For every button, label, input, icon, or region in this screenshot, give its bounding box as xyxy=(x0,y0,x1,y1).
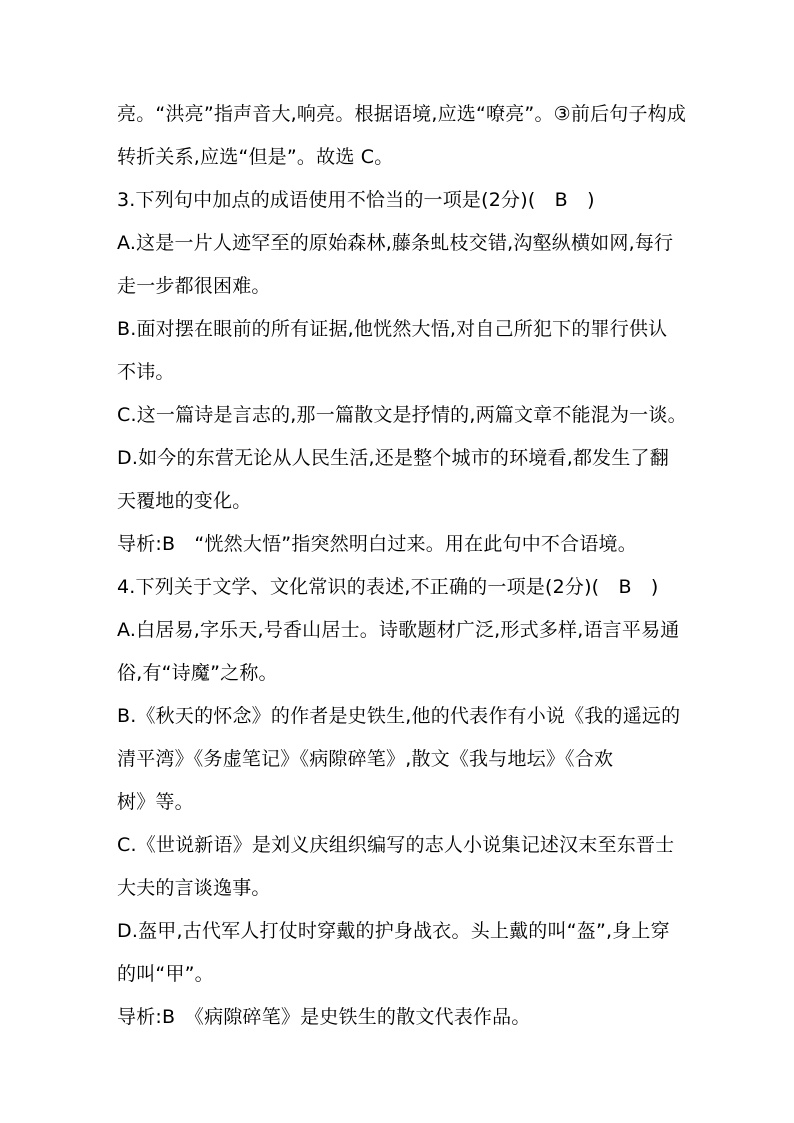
option-d: D.如今的东营无论从人民生活,还是整个城市的环境看,都发生了翻 xyxy=(117,447,669,469)
text-line: 走一步都很困难。 xyxy=(117,275,271,297)
text-line: 大夫的言谈逸事。 xyxy=(117,877,271,899)
text-line: 亮。“洪亮”指声音大,响亮。根据语境,应选“嘹亮”。③前后句子构成 xyxy=(117,103,687,125)
text-line: 转折关系,应选“但是”。故选 C。 xyxy=(117,146,394,168)
option-c: C.《世说新语》是刘义庆组织编写的志人小说集记述汉末至东晋士 xyxy=(117,834,675,856)
text-line: 不讳。 xyxy=(117,361,175,383)
option-b: B.面对摆在眼前的所有证据,他恍然大悟,对自己所犯下的罪行供认 xyxy=(117,318,668,340)
analysis-4: 导析:B 《病隙碎笔》是史铁生的散文代表作品。 xyxy=(117,1006,531,1028)
option-a: A.白居易,字乐天,号香山居士。诗歌题材广泛,形式多样,语言平易通 xyxy=(117,619,680,641)
text-line: 俗,有“诗魔”之称。 xyxy=(117,662,278,684)
text-line: 的叫“甲”。 xyxy=(117,963,214,985)
text-line: 清平湾》《务虚笔记》《病隙碎笔》,散文《我与地坛》《合欢 xyxy=(117,748,614,770)
analysis-3: 导析:B “恍然大悟”指突然明白过来。用在此句中不合语境。 xyxy=(117,533,637,555)
text-line: 树》等。 xyxy=(117,791,194,813)
text-line: 天覆地的变化。 xyxy=(117,490,252,512)
option-a: A.这是一片人迹罕至的原始森林,藤条虬枝交错,沟壑纵横如网,每行 xyxy=(117,232,674,254)
question-3-stem: 3.下列句中加点的成语使用不恰当的一项是(2分)( B ) xyxy=(117,189,595,211)
question-4-stem: 4.下列关于文学、文化常识的表述,不正确的一项是(2分)( B ) xyxy=(117,576,659,598)
option-d: D.盔甲,古代军人打仗时穿戴的护身战衣。头上戴的叫“盔”,身上穿 xyxy=(117,920,670,942)
option-b: B.《秋天的怀念》的作者是史铁生,他的代表作有小说《我的遥远的 xyxy=(117,705,681,727)
option-c: C.这一篇诗是言志的,那一篇散文是抒情的,两篇文章不能混为一谈。 xyxy=(117,404,687,426)
